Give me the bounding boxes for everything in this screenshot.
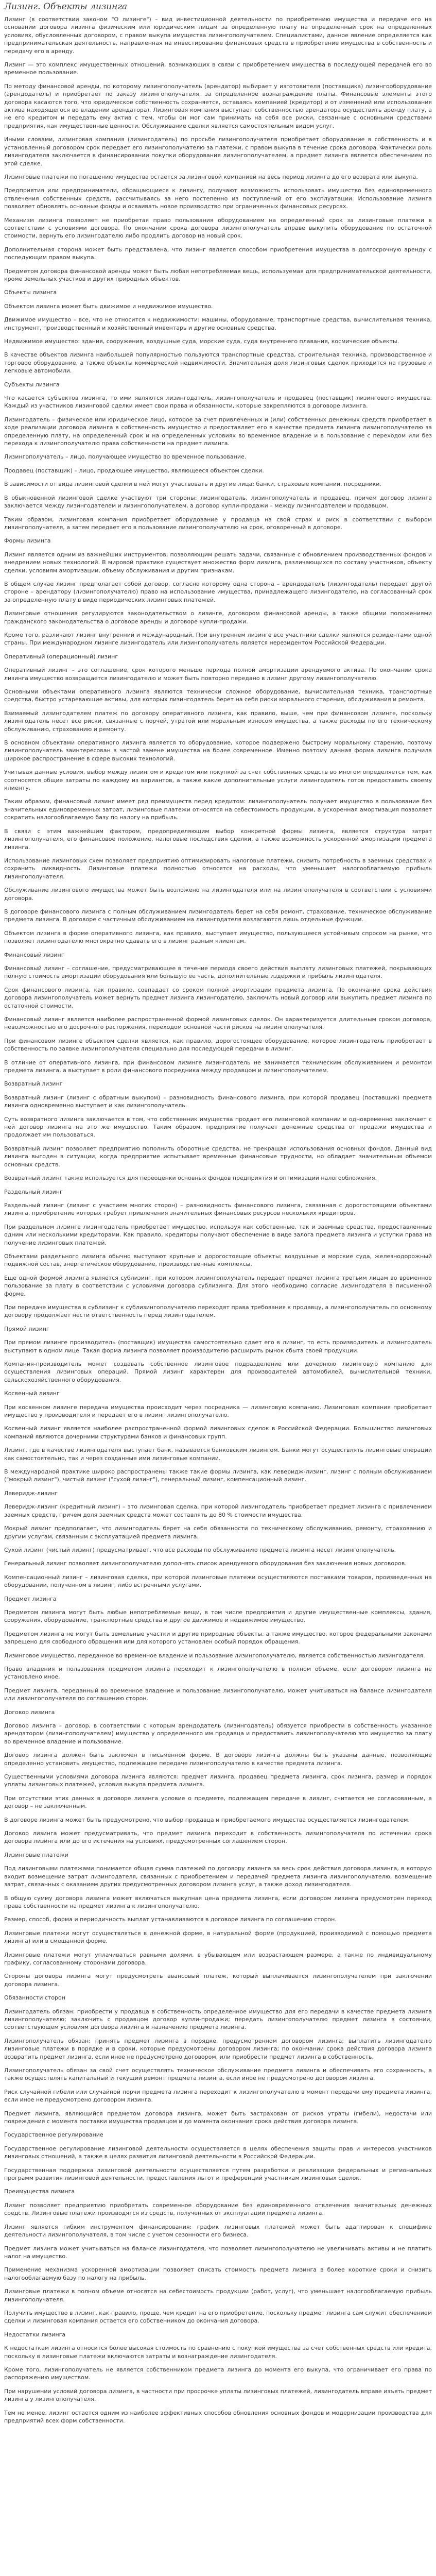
article-paragraph: Взимаемый лизингодателем платеж по договору оперативного лизинга, как правило, выше, чем при финансовом лизинге, поскольку лизингодатель несет все риски, связанные с порчей, утратой или моральным износом имущества, а также расходы по его техническому обслуживанию, страхованию и ремонту. bbox=[4, 709, 432, 733]
article-paragraph: Генеральный лизинг позволяет лизингополучателю дополнять список арендуемого оборудования без заключения новых договоров. bbox=[4, 1560, 407, 1567]
article-paragraph: Преимущества лизинга bbox=[4, 2188, 75, 2195]
article-paragraph: Недостатки лизинга bbox=[4, 2331, 66, 2338]
article-paragraph: Государственное регулирование лизинговой деятельности осуществляется в целях обеспечения защиты прав и интересов участников лизинговых отношений, а также в целях развития лизинговой деятельности в Российской Федерации. bbox=[4, 2145, 432, 2160]
article-paragraph: Финансовый лизинг bbox=[4, 951, 64, 958]
article-paragraph: В договоре финансового лизинга с полным обслуживанием лизингодатель берет на себя ремонт, страхование, техническое обслуживание предмета лизинга. В договоре с частичным обслуживанием на лизингодателя возлагаются лишь отдельные функции. bbox=[4, 908, 432, 923]
article-paragraph: Право владения и пользования предметом лизинга переходит к лизингополучателю в полном объеме, если договором лизинга не установлено иное. bbox=[4, 1665, 432, 1681]
article-paragraph: Лизингодатель обязан: приобрести у продавца в собственность определенное имущество для его передачи в качестве предмета лизинга лизингополучателю; заключить с продавцом договор купли-продажи; передать лизингополучателю предмет лизинга в состоянии, соответствующем условиям договора лизинга и назначению предмета лизинга. bbox=[4, 2008, 432, 2031]
article-paragraph: Учитывая данные условия, выбор между лизингом и кредитом или покупкой за счет собственных средств во многом определяется тем, как соотносятся общие затраты по каждому из вариантов, а также какие дополнительные услуги лизингодатель готов предоставить своему клиенту. bbox=[4, 769, 432, 792]
article-paragraph: Движимое имущество – все, что не относится к недвижимости: машины, оборудование, транспортные средства, вычислительная техника, инструмент, производственный и хозяйственный инвентарь и другие основные средства. bbox=[4, 316, 432, 331]
article-paragraph: Размер, способ, форма и периодичность выплат устанавливаются в договоре лизинга по соглашению сторон. bbox=[4, 1916, 337, 1923]
article-paragraph: Таким образом, финансовый лизинг имеет ряд преимуществ перед кредитом: лизингополучатель получает имущество в пользование без значительных единовременных затрат, лизинговые платежи относятся на себестоимость продукции, а ускоренная амортизация позволяет сократить налогооблагаемую базу по налогу на прибыль. bbox=[4, 798, 432, 821]
article-paragraph: Лизинговые платежи могут уплачиваться равными долями, в убывающем или возрастающем размере, а также по индивидуальному графику, согласованному сторонами договора. bbox=[4, 1951, 432, 1966]
article-paragraph: Еще одной формой лизинга является сублизинг, при котором лизингополучатель передает предмет лизинга третьим лицам во временное пользование за плату в соответствии с условиями договора сублизинга. Для этого необходимо согласие лизингодателя в письменной форме. bbox=[4, 1274, 432, 1297]
article-paragraph: Лизинговые платежи bbox=[4, 1851, 68, 1858]
article-paragraph: Лизингополучатель обязан: принять предмет лизинга в порядке, предусмотренном договором лизинга; выплатить лизингодателю лизинговые платежи в порядке и в сроки, которые предусмотрены договором лизинга; по окончании срока действия договора лизинга возвратить предмет лизинга, если иное не предусмотрено договором, или приобрести предмет лизинга в собственность. bbox=[4, 2037, 432, 2060]
article-paragraph: При прямом лизинге производитель (поставщик) имущества самостоятельно сдает его в лизинг, то есть производитель и лизингодатель выступают в одном лице. Такая форма лизинга позволяет производителю расширить рынок сбыта своей продукции. bbox=[4, 1339, 432, 1354]
article-paragraph: Оперативный лизинг – это соглашение, срок которого меньше периода полной амортизации арендуемого актива. По окончании срока лизинга имущество возвращается лизингодателю и может быть повторно передано в лизинг другому лизингополучателю. bbox=[4, 667, 432, 682]
article-paragraph: Компания-производитель может создавать собственное лизинговое подразделение или дочернюю лизинговую компанию для осуществления лизинговых операций. Прямой лизинг характерен для производителей автомобилей, вычислительной техники, сельскохозяйственного оборудования. bbox=[4, 1361, 432, 1383]
article-title: Лизинг. Объекты лизинга bbox=[4, 2, 128, 12]
article-paragraph: Лизинг (в соответствии законом "О лизинге") – вид инвестиционной деятельности по приобретению имущества и передаче его на основании договора лизинга физическим или юридическим лицам за определенную плату на определенный срок на определенных условиях, обусловленных договором, с правом выкупа имущества лизингополучателем. Специалистами, данное явление определяется как предпринимательская деятельность, направленная на инвестирование финансовых средств в приобретение имущества в собственность и передачу его в аренду. bbox=[4, 16, 432, 55]
article-paragraph: Прямой лизинг bbox=[4, 1325, 49, 1332]
article-paragraph: Механизм лизинга позволяет не приобретая право пользования оборудованием на определенный срок за лизинговые платежи в соответствии с условиями договора. По окончании срока договора лизингополучатель вправе выкупить оборудование по остаточной стоимости, вернуть его лизингодателю либо продлить договор на новый срок. bbox=[4, 216, 432, 240]
article-paragraph: Лизинговое имущество, переданное во временное владение и пользование лизингополучателю, является собственностью лизингодателя. bbox=[4, 1652, 425, 1659]
article-paragraph: Кроме того, различают лизинг внутренний и международный. При внутреннем лизинге все участники сделки являются резидентами одной страны. При международном лизинге лизингодатель или лизингополучатель является нерезидентом Российской Федерации. bbox=[4, 631, 432, 647]
article-paragraph: Компенсационный лизинг – лизинговая сделка, при которой лизинговые платежи осуществляются поставками товаров, произведенных на оборудовании, полученном в лизинг, либо встречными услугами. bbox=[4, 1573, 432, 1589]
article-paragraph: Продавец (поставщик) – лицо, продающее имущество, являющееся объектом сделки. bbox=[4, 467, 264, 474]
article-paragraph: Объектом лизинга в форме оперативного лизинга, как правило, выступает имущество, пользующееся устойчивым спросом на рынке, что позволяет лизингодателю многократно сдавать его в лизинг разным клиентам. bbox=[4, 929, 432, 945]
article-paragraph: Оперативный (операционный) лизинг bbox=[4, 653, 118, 660]
article-paragraph: В качестве объектов лизинга наибольшей популярностью пользуются транспортные средства, строительная техника, производственное и торговое оборудование, а также объекты коммерческой недвижимости. Значительная доля лизинговых сделок приходится на грузовые и легковые автомобили. bbox=[4, 351, 432, 375]
article-paragraph: Лизинг позволяет предприятию приобретать современное оборудование без единовременного отвлечения значительных денежных средств. Лизинговые платежи производятся из средств, полученных от эксплуатации предмета лизинга. bbox=[4, 2201, 432, 2217]
article-paragraph: Возвратный лизинг позволяет предприятию пополнить оборотные средства, не прекращая использования основных фондов. Данный вид лизинга выгоден в ситуации, когда предприятие испытывает временные финансовые трудности, но обладает значительным объемом основных средств. bbox=[4, 1145, 432, 1168]
article-paragraph: Договор лизинга bbox=[4, 1708, 55, 1716]
article-paragraph: К недостаткам лизинга относится более высокая стоимость по сравнению с покупкой имущества за счет собственных средств или кредита, поскольку в лизинговые платежи включаются затраты и вознаграждение лизингодателя. bbox=[4, 2345, 432, 2360]
article-paragraph: Предмет лизинга bbox=[4, 1595, 57, 1602]
article-paragraph: Предметом лизинга могут быть любые непотребляемые вещи, в том числе предприятия и другие имущественные комплексы, здания, сооружения, оборудование, транспортные средства и другое движимое и недвижимое имущество. bbox=[4, 1608, 432, 1624]
article-paragraph: Лизингополучатель – лицо, получающее имущество во временное пользование. bbox=[4, 453, 247, 461]
article-paragraph: В обыкновенной лизинговой сделке участвуют три стороны: лизингодатель, лизингополучатель и продавец, причем договор лизинга заключается между лизингодателем и лизингополучателем, а договор купли-продажи – между лизингодателем и продавцом. bbox=[4, 494, 432, 510]
article-paragraph: Договор лизинга – договор, в соответствии с которым арендодатель (лизингодатель) обязуется приобрести в собственность указанное арендатором (лизингополучателем) имущество у определенного им продавца и предоставить лизингополучателю это имущество за плату во временное владение и пользование. bbox=[4, 1722, 432, 1745]
article-paragraph: Государственная поддержка лизинговой деятельности осуществляется путем разработки и реализации федеральных и региональных программ развития лизинговой деятельности, предоставления льгот и преференций участникам лизинговых сделок. bbox=[4, 2166, 432, 2182]
article-paragraph: По методу финансовой аренды, по которому лизингополучатель (арендатор) выбирает у изготовителя (поставщика) лизингооборудование (арендодатель) и приобретает по заказу лизингополучателя, за определенное вознаграждение платы. Финансовые элементы этого договора касаются того, что юридическое собственность сохраняется, оставаясь компанией (кредитор) и от изменений или использования актива находящегося во владении арендатора). Лизинговая компания выступает собственностью арендатора осуществить аренду плату, а не его кредитом и передать ему актив с тем, чтобы он мог сам принимать на себя все риски, связанные с основными средствами предприятия, как имущественные ценности. Обслуживание сделки является самостоятельным видом услуг. bbox=[4, 82, 432, 129]
article-paragraph: Мокрый лизинг предполагает, что лизингодатель берет на себя обязанности по техническому обслуживанию, ремонту, страхованию и другим услугам, связанным с эксплуатацией предмета лизинга. bbox=[4, 1525, 432, 1540]
article-paragraph: Что касается субъектов лизинга, то ими являются лизингодатель, лизингополучатель и продавец (поставщик) лизингового имущества. Каждый из участников лизинговой сделки имеет свои права и обязанности, которые закрепляются в договоре лизинга. bbox=[4, 395, 432, 410]
article-paragraph: Раздельный лизинг (лизинг с участием многих сторон) – разновидность финансового лизинга, связанная с дорогостоящими объектами лизинга, приобретение которых требует привлечения значительных финансовых ресурсов нескольких кредиторов. bbox=[4, 1201, 432, 1217]
article-paragraph: В связи с этим важнейшим фактором, предопределяющим выбор конкретной формы лизинга, является структура затрат лизингополучателя, его финансовое положение, налоговые последствия сделки, а также возможность ускоренной амортизации предмета лизинга. bbox=[4, 827, 432, 851]
article-paragraph: Сухой лизинг (чистый лизинг) предусматривает, что все расходы по обслуживанию предмета лизинга несет лизингополучатель. bbox=[4, 1546, 396, 1553]
article-paragraph: Лизинговые платежи могут осуществляться в денежной форме, в натуральной форме (продукцией, производимой с помощью предмета лизинга) или в смешанной форме. bbox=[4, 1929, 432, 1945]
article-paragraph: В договоре лизинга может быть предусмотрено, что выбор продавца и приобретаемого имущества осуществляется лизингодателем. bbox=[4, 1816, 410, 1823]
article-paragraph: Лизинг является гибким инструментом финансирования: график лизинговых платежей может быть адаптирован к специфике деятельности лизингополучателя, в том числе с учетом сезонности его бизнеса. bbox=[4, 2223, 432, 2239]
article-paragraph: Предмет лизинга может учитываться на балансе лизингодателя, что позволяет лизингополучателю не увеличивать активы и не платить налог на имущество. bbox=[4, 2245, 432, 2260]
article-paragraph: При раздельном лизинге лизингодатель приобретает имущество, используя как собственные, так и заемные средства, предоставленные одним или несколькими кредиторами. Как правило, кредиторы получают обеспечение в виде залога предмета лизинга и уступки права на получение лизинговых платежей. bbox=[4, 1223, 432, 1246]
article-paragraph: Лизинговые отношения регулируются законодательством о лизинге, договором финансовой аренды, а также общими положениями гражданского законодательства о договоре аренды и договоре купли-продажи. bbox=[4, 610, 432, 625]
article-paragraph: Договор лизинга должен быть заключен в письменной форме. В договоре лизинга должны быть указаны данные, позволяющие определенно установить имущество, подлежащее передаче лизингополучателю в качестве предмета лизинга. bbox=[4, 1752, 432, 1767]
article-paragraph: Иными словами, лизинговая компания (лизингодатель) по просьбе лизингополучателя приобретает оборудование в собственность и в установленный договором срок передает его лизингополучателю за платежи, с правом выкупа в течение срока договора. Фактически роль лизингодателя заключается в финансировании покупки оборудования лизингополучателем, а предмет лизинга является обеспечением по этой сделке. bbox=[4, 136, 432, 167]
article-paragraph: В общем случае лизинг предполагает собой договор, согласно которому одна сторона – арендодатель (лизингодатель) передает другой стороне – арендатору (лизингополучателю) право на использование имущества, принадлежащего лизингодателю, на согласованный срок за определенную плату в виде периодических лизинговых платежей. bbox=[4, 580, 432, 603]
article-paragraph: Предмет лизинга, являющийся предметом договора лизинга, может быть застрахован от рисков утраты (гибели), недостачи или повреждения с момента поставки имущества продавцом и до момента окончания срока действия договора лизинга. bbox=[4, 2110, 432, 2125]
article-paragraph: Возвратный лизинг (лизинг с обратным выкупом) – разновидность финансового лизинга, при которой продавец (поставщик) предмета лизинга одновременно выступает и как лизингополучатель. bbox=[4, 1094, 432, 1109]
article-paragraph: Косвенный лизинг bbox=[4, 1390, 60, 1397]
article-paragraph: При финансовом лизинге объектом сделки является, как правило, дорогостоящее оборудование, которое лизингодатель приобретает в собственность по заявке лизингополучателя специально для последующей передачи в лизинг. bbox=[4, 1037, 432, 1053]
article-paragraph: В основном объектами оперативного лизинга является то оборудование, которое подвержено быстрому моральному старению, поэтому лизингополучатель заинтересован в частой замене имущества на более современное. Именно поэтому данная форма лизинга получила широкое распространение в сфере высоких технологий. bbox=[4, 739, 432, 762]
article-paragraph: Срок финансового лизинга, как правило, совпадает со сроком полной амортизации предмета лизинга. По окончании срока действия договора лизингополучатель может вернуть предмет лизинга лизингодателю, заключить новый договор или выкупить предмет лизинга по остаточной стоимости. bbox=[4, 986, 432, 1009]
article-paragraph: Под лизинговыми платежами понимается общая сумма платежей по договору лизинга за весь срок действия договора лизинга, в которую входит возмещение затрат лизингодателя, связанных с приобретением и передачей предмета лизинга лизингополучателю, возмещение затрат, связанных с оказанием других предусмотренных договором лизинга услуг, а также доход лизингодателя. bbox=[4, 1865, 432, 1888]
article-paragraph: Предмет лизинга, переданный во временное владение и пользование лизингополучателю, может учитываться на балансе лизингодателя или лизингополучателя по соглашению сторон. bbox=[4, 1687, 432, 1702]
article-paragraph: Стороны договора лизинга могут предусмотреть авансовый платеж, который выплачивается лизингополучателем при заключении договора лизинга. bbox=[4, 1973, 432, 1988]
article-paragraph: В общую сумму договора лизинга может включаться выкупная цена предмета лизинга, если договором лизинга предусмотрен переход права собственности на предмет лизинга к лизингополучателю. bbox=[4, 1894, 432, 1909]
article-paragraph: Кроме того, лизингополучатель не является собственником предмета лизинга до момента его выкупа, что ограничивает его права по распоряжению имуществом. bbox=[4, 2366, 432, 2381]
article-paragraph: Лизинг, где в качестве лизингодателя выступает банк, называется банковским лизингом. Банки могут осуществлять лизинговые операции как самостоятельно, так и через созданные ими лизинговые компании. bbox=[4, 1447, 432, 1462]
article-paragraph: При нарушении условий договора лизинга, в частности при просрочке уплаты лизинговых платежей, лизингодатель вправе изъять предмет лизинга у лизингополучателя. bbox=[4, 2387, 432, 2403]
article-paragraph: Лизингодатель – физическое или юридическое лицо, которое за счет привлеченных и (или) собственных денежных средств приобретает в ходе реализации договора лизинга в собственность имущество и предоставляет его в качестве предмета лизинга лизингополучателю за определенную плату, на определенный срок и на определенных условиях во временное владение и в пользование с переходом или без перехода к лизингополучателю права собственности на предмет лизинга. bbox=[4, 416, 432, 447]
article-body bbox=[4, 15, 432, 2425]
article-paragraph: Риск случайной гибели или случайной порчи предмета лизинга переходит к лизингополучателю в момент передачи ему предмета лизинга, если иное не предусмотрено договором лизинга. bbox=[4, 2088, 432, 2104]
article-paragraph: В отличие от оперативного лизинга, при финансовом лизинге лизингодатель не занимается техническим обслуживанием и ремонтом предмета лизинга, а выступает в роли финансового посредника между продавцом и лизингополучателем. bbox=[4, 1059, 432, 1074]
article-paragraph: Лизингополучатель обязан за свой счет осуществлять техническое обслуживание предмета лизинга и обеспечивать его сохранность, а также осуществлять капитальный и текущий ремонт предмета лизинга, если иное не предусмотрено договором лизинга. bbox=[4, 2067, 432, 2082]
article-paragraph: При косвенном лизинге передача имущества происходит через посредника — лизинговую компанию. Лизинговая компания приобретает имущество у производителя и передает его в лизинг лизингополучателю. bbox=[4, 1403, 432, 1419]
article-paragraph: Объекты лизинга bbox=[4, 289, 57, 296]
article-paragraph: Договор лизинга может предусматривать, что предмет лизинга переходит в собственность лизингополучателя по истечении срока договора лизинга или до его истечения на условиях, предусмотренных соглашением сторон. bbox=[4, 1830, 432, 1845]
article-paragraph: Существенными условиями договора лизинга являются: предмет лизинга, продавец предмета лизинга, срок лизинга, размер и порядок уплаты лизинговых платежей, условия выкупа предмета лизинга. bbox=[4, 1773, 432, 1788]
article-paragraph: Тем не менее, лизинг остается одним из наиболее эффективных способов обновления основных фондов и модернизации производства для предприятий всех форм собственности. bbox=[4, 2409, 432, 2424]
article-paragraph: Основными объектами оперативного лизинга являются технически сложное оборудование, вычислительная техника, транспортные средства, быстро устаревающие активы, для которых лизингодатель берет на себя риски морального старения, обслуживания и ремонта. bbox=[4, 688, 432, 703]
article-paragraph: Дополнительная сторона может быть представлена, что лизинг является способом приобретения имущества в долгосрочную аренду с последующим правом выкупа. bbox=[4, 246, 432, 261]
article-paragraph: Возвратный лизинг также используется для переоценки основных фондов предприятия и оптимизации налогообложения. bbox=[4, 1175, 377, 1182]
article-paragraph: Формы лизинга bbox=[4, 537, 51, 545]
article-paragraph: Леверидж-лизинг (кредитный лизинг) – это лизинговая сделка, при которой лизингодатель приобретает предмет лизинга с привлечением заемных средств, причем доля заемных средств может составлять до 80 % стоимости имущества. bbox=[4, 1503, 432, 1518]
article-paragraph: Объектом лизинга может быть движимое и недвижимое имущество. bbox=[4, 302, 213, 310]
article-paragraph: Предметом договора финансовой аренды может быть любая непотребляемая вещь, используемая для предпринимательской деятельности, кроме земельных участков и других природных объектов. bbox=[4, 267, 432, 282]
article-paragraph: В зависимости от вида лизинговой сделки в ней могут участвовать и другие лица: банки, страховые компании, посредники. bbox=[4, 481, 381, 488]
article-paragraph: Суть возвратного лизинга заключается в том, что собственник имущества продает его лизинговой компании и одновременно заключает с ней договор лизинга на это же имущество. Таким образом, предприятие получает денежные средства от продажи имущества и продолжает им пользоваться. bbox=[4, 1115, 432, 1139]
article-paragraph: Финансовый лизинг – соглашение, предусматривающее в течение периода своего действия выплату лизинговых платежей, покрывающих полную стоимость амортизации оборудования или большую ее часть, дополнительные издержки и прибыль лизингодателя. bbox=[4, 964, 432, 980]
article-paragraph: Обязанности сторон bbox=[4, 1994, 65, 2002]
article-paragraph: Лизинг — это комплекс имущественных отношений, возникающих в связи с приобретением имущества в последующей передачей его во временное пользование. bbox=[4, 61, 432, 76]
article-paragraph: Лизинговые платежи по погашению имущества остается за лизинговой компанией на весь период лизинга до его возврата или выкупа. bbox=[4, 173, 418, 180]
article-paragraph: Таким образом, лизинговая компания приобретает оборудование у продавца на свой страх и риск в соответствии с выбором лизингополучателя, а затем передает его в пользование лизингополучателю на срок, оговоренный в договоре. bbox=[4, 516, 432, 531]
article-paragraph: Лизинг является одним из важнейших инструментов, позволяющим решать задачи, связанные с обновлением производственных фондов и внедрением новых технологий. В мировой практике существует множество форм лизинга, различающихся по составу участников, объекту сделки, условиям амортизации, объему обслуживания и другим признакам. bbox=[4, 551, 432, 574]
article-paragraph: Получить имущество в лизинг, как правило, проще, чем кредит на его приобретение, поскольку предмет лизинга сам служит обеспечением сделки и лизинговая компания остается его собственником до окончания договора. bbox=[4, 2309, 432, 2325]
article-paragraph: Недвижимое имущество: здания, сооружения, воздушные суда, морские суда, суда внутреннего плавания, космические объекты. bbox=[4, 338, 399, 345]
article-paragraph: Раздельный лизинг bbox=[4, 1188, 63, 1195]
article-paragraph: Предприятия или предприниматели, обращающиеся к лизингу, получают возможность использовать имущество без единовременного отвлечения собственных средств, рассчитываясь за него постепенно из поступлений от его эксплуатации. Использование лизинга позволяет обновлять основные фонды и осваивать новое производство при ограниченных финансовых ресурсах. bbox=[4, 187, 432, 210]
article-paragraph: Объектами раздельного лизинга обычно выступают крупные и дорогостоящие объекты: воздушные и морские суда, железнодорожный подвижной состав, энергетическое оборудование, производственные комплексы. bbox=[4, 1252, 432, 1268]
article-paragraph: Субъекты лизинга bbox=[4, 381, 60, 388]
article-paragraph: При отсутствии этих данных в договоре лизинга условие о предмете, подлежащем передаче в лизинг, считается не согласованным, а договор – не заключенным. bbox=[4, 1794, 432, 1810]
article-paragraph: Предметом лизинга не могут быть земельные участки и другие природные объекты, а также имущество, которое федеральными законами запрещено для свободного обращения или для которого установлен особый порядок обращения. bbox=[4, 1630, 432, 1646]
article-paragraph: Обслуживание лизингового имущества может быть возложено на лизингодателя или на лизингополучателя в соответствии с условиями договора. bbox=[4, 887, 432, 902]
article-paragraph: Косвенный лизинг является наиболее распространенной формой лизинговых сделок в Российской Федерации. Большинство лизинговых компаний являются дочерними структурами банков и финансовых групп. bbox=[4, 1425, 432, 1440]
article-paragraph: Финансовый лизинг является наиболее распространенной формой лизинговых сделок. Он характеризуется длительным сроком договора, невозможностью его досрочного расторжения, переходом основной части рисков на лизингополучателя. bbox=[4, 1016, 432, 1031]
article-paragraph: Государственное регулирование bbox=[4, 2131, 103, 2139]
article-paragraph: В международной практике широко распространены также такие формы лизинга, как леверидж-лизинг, лизинг с полным обслуживанием ("мокрый лизинг"), чистый лизинг ("сухой лизинг"), генеральный лизинг, компенсационный лизинг. bbox=[4, 1468, 432, 1483]
article-paragraph: Использование лизинговых схем позволяет предприятию оптимизировать налоговые платежи, снизить потребность в заемных средствах и сохранить ликвидность. Лизинговые платежи полностью относятся на расходы, что уменьшает налогооблагаемую прибыль лизингополучателя. bbox=[4, 857, 432, 880]
article-paragraph: Применение механизма ускоренной амортизации позволяет списать стоимость предмета лизинга в более короткие сроки и снизить налогооблагаемую базу по налогу на прибыль. bbox=[4, 2266, 432, 2281]
article-paragraph: При передаче имущества в сублизинг к сублизингополучателю переходят права требования к продавцу, а лизингополучатель по основному договору продолжает нести ответственность перед лизингодателем. bbox=[4, 1303, 432, 1319]
article-paragraph: Леверидж-лизинг bbox=[4, 1489, 58, 1497]
article-paragraph: Возвратный лизинг bbox=[4, 1080, 63, 1088]
article-paragraph: Лизинговые платежи в полном объеме относятся на себестоимость продукции (работ, услуг), что уменьшает налогооблагаемую прибыль лизингополучателя. bbox=[4, 2288, 432, 2303]
